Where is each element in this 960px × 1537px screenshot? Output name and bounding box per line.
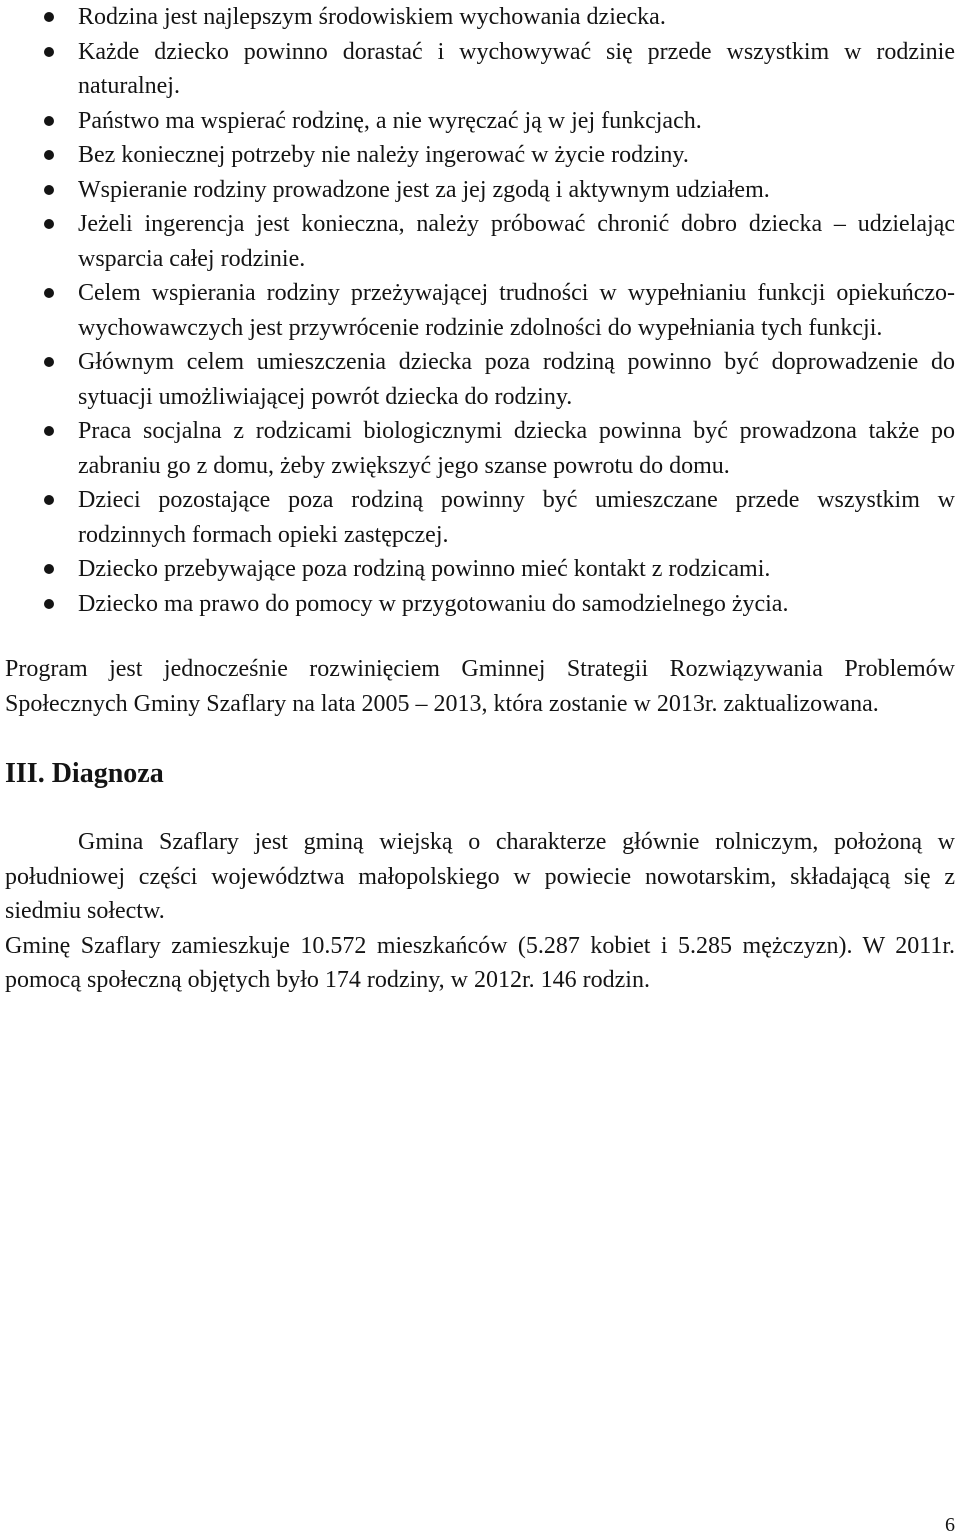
list-item-text: Dzieci pozostające poza rodziną powinny być umieszczane przede wszystkim w rodzinnych formach opieki zastępczej.	[78, 487, 955, 548]
bullet-icon	[44, 288, 54, 298]
list-item	[5, 483, 955, 552]
list-item-text: Wspieranie rodziny prowadzone jest za jej zgodą i aktywnym udziałem.	[78, 176, 770, 203]
list-item	[5, 173, 955, 208]
list-item-text: Głównym celem umieszczenia dziecka poza rodziną powinno być doprowadzenie do sytuacji umożliwiającej powrót dziecka do rodziny.	[78, 349, 955, 410]
document-page	[5, 0, 955, 998]
list-item	[5, 414, 955, 483]
list-item-text: Każde dziecko powinno dorastać i wychowywać się przede wszystkim w rodzinie naturalnej.	[78, 38, 955, 99]
principles-list	[5, 0, 955, 621]
list-item	[5, 207, 955, 276]
diagnosis-paragraph: Gmina Szaflary jest gminą wiejską o charakterze głównie rolniczym, położoną w południowej części województwa małopolskiego w powiecie nowotarskim, składającą się z siedmiu sołectw.	[5, 829, 955, 924]
list-item	[5, 552, 955, 587]
bullet-icon	[44, 219, 54, 229]
list-item	[5, 276, 955, 345]
bullet-icon	[44, 116, 54, 126]
list-item-text: Dziecko przebywające poza rodziną powinno mieć kontakt z rodzicami.	[78, 556, 771, 582]
list-item	[5, 345, 955, 414]
bullet-icon	[44, 185, 54, 195]
list-item-text: Bez koniecznej potrzeby nie należy ingerować w życie rodziny.	[78, 142, 689, 168]
bullet-icon	[44, 495, 54, 505]
list-item-text: Jeżeli ingerencja jest konieczna, należy próbować chronić dobro dziecka – udzielając wsparcia całej rodzinie.	[78, 211, 955, 272]
list-item-text: Celem wspierania rodziny przeżywającej trudności w wypełnianiu funkcji opiekuńczo-wychowawczych jest przywrócenie rodzinie zdolności do wypełniania tych funkcji.	[78, 280, 955, 341]
list-item	[5, 35, 955, 104]
intro-paragraph: Program jest jednocześnie rozwinięciem Gminnej Strategii Rozwiązywania Problemów Społecznych Gminy Szaflary na lata 2005 – 2013, która zostanie w 2013r. zaktualizowana.	[5, 656, 955, 717]
bullet-icon	[44, 150, 54, 160]
list-item-text: Praca socjalna z rodzicami biologicznymi dziecka powinna być prowadzona także po zabraniu go z domu, żeby zwiększyć jego szanse powrotu do domu.	[78, 418, 955, 479]
list-item	[5, 104, 955, 139]
bullet-icon	[44, 47, 54, 57]
page-number: 6	[945, 1514, 955, 1536]
bullet-icon	[44, 12, 54, 22]
list-item	[5, 0, 955, 35]
bullet-icon	[44, 357, 54, 367]
section-heading: III. Diagnoza	[5, 758, 164, 789]
list-item-text: Państwo ma wspierać rodzinę, a nie wyręczać ją w jej funkcjach.	[78, 107, 702, 134]
diagnosis-paragraph: Gminę Szaflary zamieszkuje 10.572 mieszkańców (5.287 kobiet i 5.285 mężczyzn). W 2011r. pomocą społeczną objętych było 174 rodziny, w 2012r. 146 rodzin.	[5, 932, 955, 993]
bullet-icon	[44, 564, 54, 574]
list-item	[5, 587, 955, 622]
list-item-text: Dziecko ma prawo do pomocy w przygotowaniu do samodzielnego życia.	[78, 590, 789, 617]
bullet-icon	[44, 599, 54, 609]
bullet-icon	[44, 426, 54, 436]
list-item	[5, 138, 955, 173]
list-item-text: Rodzina jest najlepszym środowiskiem wychowania dziecka.	[78, 4, 666, 30]
